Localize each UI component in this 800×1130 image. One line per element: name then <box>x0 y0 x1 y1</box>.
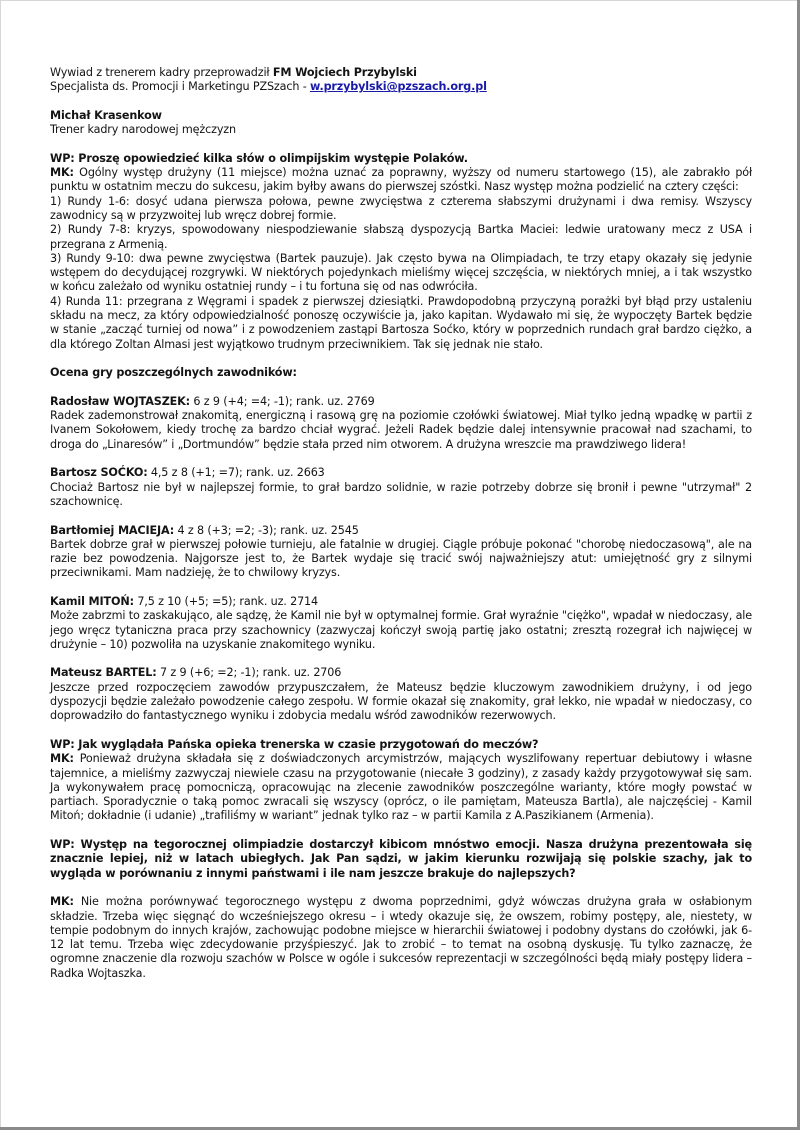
answer-3 <box>50 895 752 981</box>
players-heading: Ocena gry poszczególnych zawodników: <box>50 366 297 380</box>
answer-1-part-2: 2) Rundy 7-8: kryzys, spowodowany niespodziewanie słabszą dyspozycją Bartka Maciei: ledwie uratowany mecz z USA i przegrana z Armenią. <box>50 223 752 251</box>
answer-1-part-4: 4) Runda 11: przegrana z Węgrami i spadek z pierwszej dziesiątki. Prawdopodobną przyczyną porażki był błąd przy ustaleniu składu na mecz, za który odpowiedzialność ponoszę oczywiście ja, jako kapitan. Wydawało mi się, że wypoczęty Bartek będzie w stanie „zacząć turniej od nowa” i z powodzeniem zastąpi Bartosza Soćko, który w poprzednich rundach grał bardzo ciężko, a dla którego Zoltan Almasi jest wyjątkowo trudnym przeciwnikiem. Tak się jednak nie stało. <box>50 294 752 351</box>
player-5-text: Jeszcze przed rozpoczęciem zawodów przypuszczałem, że Mateusz będzie kluczowym zawodnikiem drużyny, i od jego dyspozycji będzie zależało powodzenie całego zespołu. W formie okazał się znakomity, grał lekko, nie wpadał w niedoczasy, co doprowadziło do fantastycznego wyniku i zdobycia medalu wśród zawodników rezerwowych. <box>50 680 752 723</box>
question-1: WP: Proszę opowiedzieć kilka słów o olimpijskim występie Polaków. <box>50 151 468 165</box>
player-1-stats: 6 z 9 (+4; =4; -1); rank. uz. 2769 <box>190 394 375 408</box>
player-3-name: Bartłomiej MACIEJA: <box>50 523 175 537</box>
answer-1-part-1: 1) Rundy 1-6: dosyć udana pierwsza połowa, pewne zwycięstwa z czterema słabszymi drużynami i dwa remisy. Wszyscy zawodnicy są w przyzwoitej lub wręcz dobrej formie. <box>50 194 752 222</box>
interviewer-line <box>50 66 752 80</box>
answer-3-text: Nie można porównywać tegorocznego występu z dwoma poprzednimi, gdyż wówczas drużyna grała w osłabionym składzie. Trzeba więc sięgnąć do wcześniejszego okresu – i wtedy okazuje się, że owszem, robimy postępy, ale, niestety, w tempie podobnym do innych krajów, zachowując podobne miejsce w hierarchii światowej i podobny dystans do czołówki, jak 6-12 lat temu. Trzeba więc zdecydowanie przyśpieszyć. Jak to zrobić – to temat na osobną dyskusję. Tu tylko zaznaczę, że ogromne znaczenie dla rozwoju szachów w Polsce w ogóle i sukcesów reprezentacji w szczególności będą miały postępy lidera – Radka Wojtaszka. <box>50 895 752 980</box>
player-4-header <box>50 595 752 609</box>
player-3-header <box>50 524 752 538</box>
document-body <box>50 66 752 981</box>
player-2-text: Chociaż Bartosz nie był w najlepszej formie, to grał bardzo solidnie, w razie potrzeby dobrze się bronił i pewne "utrzymał" 2 szachownicę. <box>50 480 752 508</box>
answer-1 <box>50 166 752 195</box>
player-3-stats: 4 z 8 (+3; =2; -3); rank. uz. 2545 <box>174 523 359 537</box>
interviewee-role: Trener kadry narodowej mężczyzn <box>50 123 236 137</box>
answer-2-text: Ponieważ drużyna składała się z doświadczonych arcymistrzów, mających wyszlifowany repertuar debiutowy i własne tajemnice, a mieliśmy zazwyczaj niewiele czasu na przygotowanie (niecałe 3 godziny), z zasady każdy przygotowywał się sam. Ja wykonywałem pracę pomocniczą, opracowując na zlecenie zawodników poszczególne warianty, które mogły powstać w partiach. Sporadycznie o taką pomoc zwracali się wszyscy (oprócz, o ile pamiętam, Mateusza Bartla), ale najczęściej - Kamil Mitoń; dokładnie (i udanie) „trafiliśmy w wariant” jednak tylko raz – w partii Kamila z A.Paszikianem (Armenia). <box>50 752 752 823</box>
interviewer-role-line <box>50 80 752 94</box>
frame-left-edge <box>0 0 1 1127</box>
interviewer-role: Specjalista ds. Promocji i Marketingu PZSzach - <box>50 80 310 94</box>
player-4-name: Kamil MITOŃ: <box>50 594 134 608</box>
answer-1-label: MK: <box>50 166 74 180</box>
answer-2 <box>50 752 752 823</box>
player-1-header <box>50 395 752 409</box>
interviewer-name: FM Wojciech Przybylski <box>272 66 417 79</box>
player-5-header <box>50 666 752 680</box>
player-1-name: Radosław WOJTASZEK: <box>50 394 190 408</box>
player-5-name: Mateusz BARTEL: <box>50 666 157 680</box>
player-1-text: Radek zademonstrował znakomitą, energiczną i rasową grę na poziomie czołówki światowej. Miał tylko jedną wpadkę w partii z Ivanem Sokołowem, kiedy trochę za bardzo chciał wygrać. Jeżeli Radek będzie dalej intensywnie pracował nad szachami, to droga do „Linaresów” i „Dortmundów” będzie stała przed nim otworem. A drużyna wreszcie ma prawdziwego lidera! <box>50 409 752 451</box>
player-2-name: Bartosz SOĆKO: <box>50 466 148 480</box>
answer-1-part-3: 3) Rundy 9-10: dwa pewne zwycięstwa (Bartek pauzuje). Jak często bywa na Olimpiadach, te trzy etapy okazały się jedynie wstępem do decydującej rozgrywki. W niektórych pojedynkach mieliśmy więcej szczęścia, w niektórych mniej, a i tak wszystko w końcu zależało od wyniku ostatniej rundy – i tu fortuna się od nas odwróciła. <box>50 251 752 294</box>
player-2-stats: 4,5 z 8 (+1; =7); rank. uz. 2663 <box>147 466 325 480</box>
player-5-stats: 7 z 9 (+6; =2; -1); rank. uz. 2706 <box>156 666 342 680</box>
player-4-stats: 7,5 z 10 (+5; =5); rank. uz. 2714 <box>133 594 318 608</box>
email-link[interactable]: w.przybylski@pzszach.org.pl <box>310 80 487 94</box>
answer-1-text: Ogólny występ drużyny (11 miejsce) można uznać za poprawny, wyższy od numeru startowego (15), ale zabrakło pół punktu w ostatnim meczu do sukcesu, jakim byłby awans do pierwszej szóstki. Nasz występ można podzielić na cztery części: <box>50 166 752 194</box>
player-2-header <box>50 466 752 480</box>
player-3-text: Bartek dobrze grał w pierwszej połowie turnieju, ale fatalnie w drugiej. Ciągle próbuje pokonać "chorobę niedoczasową", ale na razie bez powodzenia. Najgorsze jest to, że Bartek wydaje się tracić swój najważniejszy atut: umiejętność gry z silnymi przeciwnikami. Mam nadzieję, że to chwilowy kryzys. <box>50 537 752 580</box>
frame-top-edge <box>0 0 797 1</box>
question-3: WP: Występ na tegorocznej olimpiadzie dostarczył kibicom mnóstwo emocji. Nasza drużyna prezentowała się znacznie lepiej, niż w latach ubiegłych. Jak Pan sądzi, w jakim kierunku rozwijają się polskie szachy, jak to wygląda w porównaniu z innymi państwami i ile nam jeszcze brakuje do najlepszych? <box>50 838 752 880</box>
answer-2-label: MK: <box>50 752 74 766</box>
interviewer-prefix: Wywiad z trenerem kadry przeprowadził <box>50 66 273 79</box>
question-2: WP: Jak wyglądała Pańska opieka trenerska w czasie przygotowań do meczów? <box>50 737 539 751</box>
interviewee-name: Michał Krasenkow <box>50 108 162 122</box>
player-4-text: Może zabrzmi to zaskakująco, ale sądzę, że Kamil nie był w optymalnej formie. Grał wyraźnie "ciężko", wpadał w niedoczasy, ale jego wręcz tytaniczna praca przy szachownicy (zazwyczaj kończył swoją partię jako ostatni; zresztą rozegrał ich najwięcej w drużynie – 10) pozwoliła na uzyskanie znakomitego wyniku. <box>50 609 752 651</box>
answer-3-label: MK: <box>50 895 74 909</box>
